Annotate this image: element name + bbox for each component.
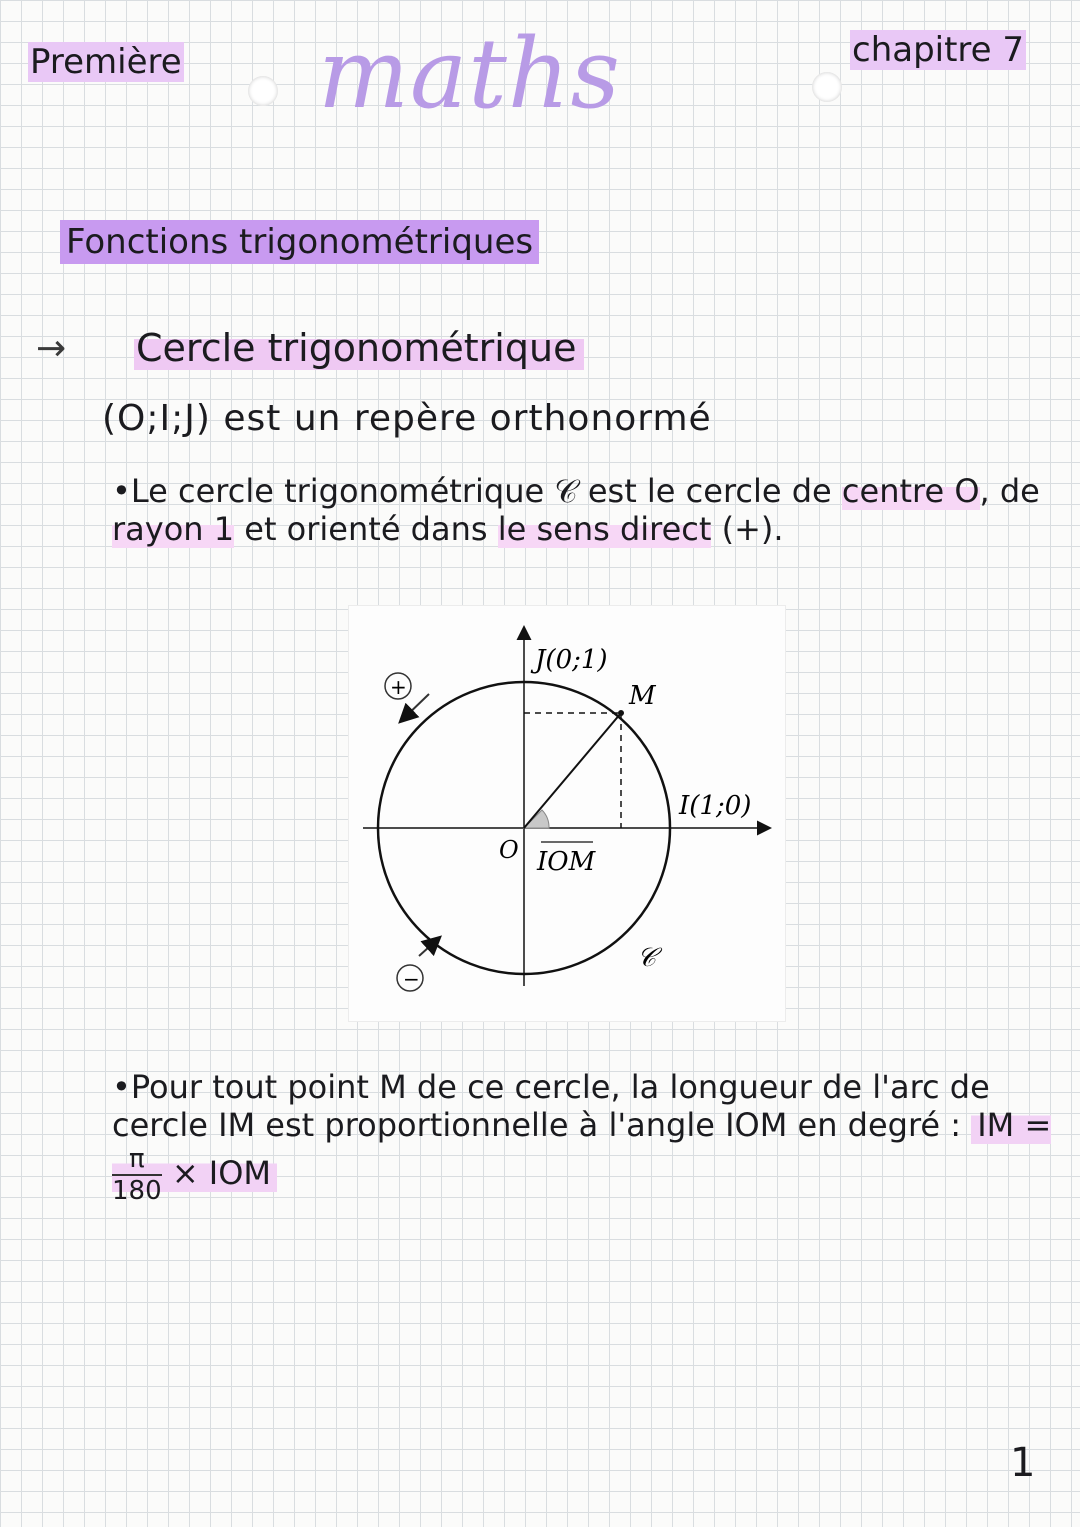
highlight-rayon: rayon 1 [112, 510, 235, 548]
plus-sign: + [390, 675, 407, 699]
punch-hole-left [248, 76, 278, 106]
angle-notation: IOM [725, 1106, 788, 1144]
point-m [618, 710, 624, 716]
radius-om [524, 713, 621, 828]
page-title: Fonctions trigonométriques [60, 222, 539, 262]
punch-hole-right [812, 72, 842, 102]
highlight-centre: centre O [841, 472, 980, 510]
label-o: O [499, 836, 519, 864]
highlight-sens: le sens direct [497, 510, 712, 548]
arrow-right-icon: → [36, 328, 67, 369]
reverse-arrow-icon [419, 938, 439, 956]
arc-notation: IM [218, 1106, 256, 1144]
label-circle: 𝒞 [637, 943, 656, 973]
repere-statement: (O;I;J) est un repère orthonormé [102, 398, 712, 439]
section-title: Cercle trigonométrique [134, 326, 584, 370]
formula: IM = $\frac{\pi}{180}$ × IOM [112, 1106, 1052, 1206]
label-j: J(0;1) [535, 645, 608, 675]
fraction: $\frac{\pi}{180}$ [112, 1144, 162, 1206]
level-label: Première [30, 42, 182, 82]
bullet: • [112, 1068, 131, 1106]
circle-diagram [349, 606, 785, 1021]
label-m: M [629, 681, 656, 711]
arc-length-paragraph: •Pour tout point M de ce cercle, la longueur de l'arc de cercle IM est proportionnelle à l'angle IOM en degré : IM = $\frac{\pi}{180}$ × IOM [112, 1068, 1052, 1206]
subject-title: maths [318, 18, 621, 130]
label-i: I(1;0) [679, 791, 752, 821]
page-number: 1 [1010, 1440, 1036, 1486]
chapter-label: chapitre 7 [852, 30, 1025, 70]
bullet: • [112, 472, 131, 510]
label-angle: IOM [537, 847, 596, 877]
trigonometric-circle-figure [348, 605, 786, 1022]
definition-paragraph: •Le cercle trigonométrique 𝒞 est le cercle de centre O, de rayon 1 et orienté dans le sens direct (+). [112, 472, 1040, 548]
minus-sign: − [403, 967, 420, 991]
